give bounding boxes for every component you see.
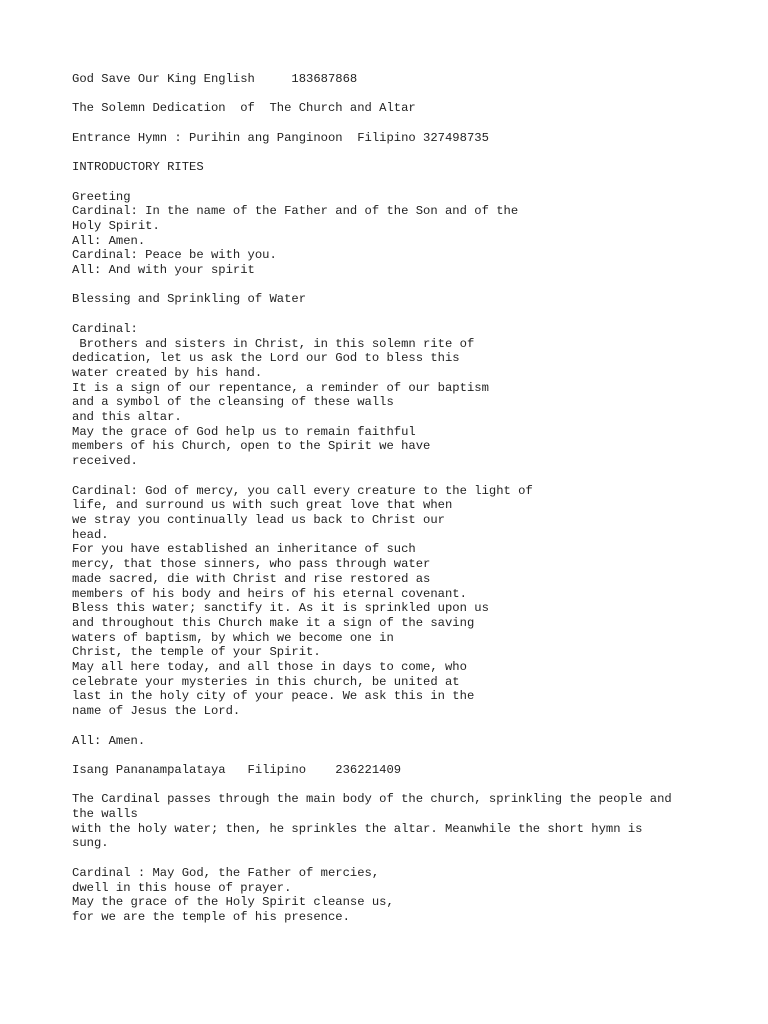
text-line: received. [72, 454, 138, 469]
text-line: It is a sign of our repentance, a reminder of our baptism [72, 380, 489, 395]
text-line: For you have established an inheritance of such [72, 542, 416, 557]
text-line: waters of baptism, by which we become one in [72, 630, 394, 645]
text-line: head. [72, 527, 109, 542]
text-line: dedication, let us ask the Lord our God to bless this [72, 351, 460, 366]
text-line: The Cardinal passes through the main body of the church, sprinkling the people and [72, 792, 672, 807]
text-line: Greeting [72, 189, 131, 204]
paragraph [72, 72, 712, 87]
text-line: mercy, that those sinners, who pass through water [72, 557, 431, 572]
text-line: Entrance Hymn : Purihin ang Panginoon Filipino 327498735 [72, 130, 489, 145]
paragraph [72, 866, 712, 925]
text-line: dwell in this house of prayer. [72, 880, 292, 895]
paragraph [72, 160, 712, 175]
text-line: last in the holy city of your peace. We ask this in the [72, 689, 475, 704]
text-line: May the grace of God help us to remain faithful [72, 424, 416, 439]
text-line: celebrate your mysteries in this church, be united at [72, 674, 460, 689]
paragraph [72, 763, 712, 778]
text-line: members of his body and heirs of his eternal covenant. [72, 586, 467, 601]
text-line: for we are the temple of his presence. [72, 909, 350, 924]
text-line: Cardinal: In the name of the Father and of the Son and of the [72, 204, 519, 219]
text-line: water created by his hand. [72, 365, 263, 380]
text-line: Cardinal : May God, the Father of mercies, [72, 865, 380, 880]
text-line: and this altar. [72, 410, 182, 425]
text-line: Christ, the temple of your Spirit. [72, 645, 321, 660]
text-line: The Solemn Dedication of The Church and Altar [72, 101, 416, 116]
text-line: INTRODUCTORY RITES [72, 160, 204, 175]
paragraph [72, 131, 712, 146]
text-line: and a symbol of the cleansing of these walls [72, 395, 394, 410]
paragraph [72, 322, 712, 469]
text-line: made sacred, die with Christ and rise restored as [72, 571, 431, 586]
text-line: Cardinal: Peace be with you. [72, 248, 277, 263]
text-line: God Save Our King English 183687868 [72, 72, 358, 86]
paragraph [72, 190, 712, 278]
text-line: Brothers and sisters in Christ, in this solemn rite of [72, 336, 475, 351]
paragraph [72, 484, 712, 719]
text-line: and throughout this Church make it a sign of the saving [72, 615, 475, 630]
text-line: Holy Spirit. [72, 218, 160, 233]
text-line: Cardinal: God of mercy, you call every creature to the light of [72, 483, 533, 498]
text-line: All: Amen. [72, 233, 146, 248]
text-line: we stray you continually lead us back to Christ our [72, 512, 445, 527]
text-line: members of his Church, open to the Spirit we have [72, 439, 431, 454]
text-line: All: Amen. [72, 733, 146, 748]
text-line: sung. [72, 836, 109, 851]
paragraph [72, 734, 712, 749]
text-line: May the grace of the Holy Spirit cleanse us, [72, 895, 394, 910]
paragraph [72, 101, 712, 116]
text-line: the walls [72, 807, 138, 821]
text-line: with the holy water; then, he sprinkles the altar. Meanwhile the short hymn is [72, 821, 643, 836]
document-body [72, 72, 712, 939]
paragraph [72, 292, 712, 307]
text-line: Cardinal: [72, 321, 138, 336]
text-line: Blessing and Sprinkling of Water [72, 292, 307, 307]
paragraph [72, 792, 712, 851]
text-line: May all here today, and all those in days to come, who [72, 660, 467, 675]
text-line: All: And with your spirit [72, 263, 255, 278]
text-line: Isang Pananampalataya Filipino 236221409 [72, 762, 402, 777]
text-line: life, and surround us with such great love that when [72, 498, 453, 513]
text-line: name of Jesus the Lord. [72, 704, 241, 719]
text-line: Bless this water; sanctify it. As it is sprinkled upon us [72, 601, 489, 616]
